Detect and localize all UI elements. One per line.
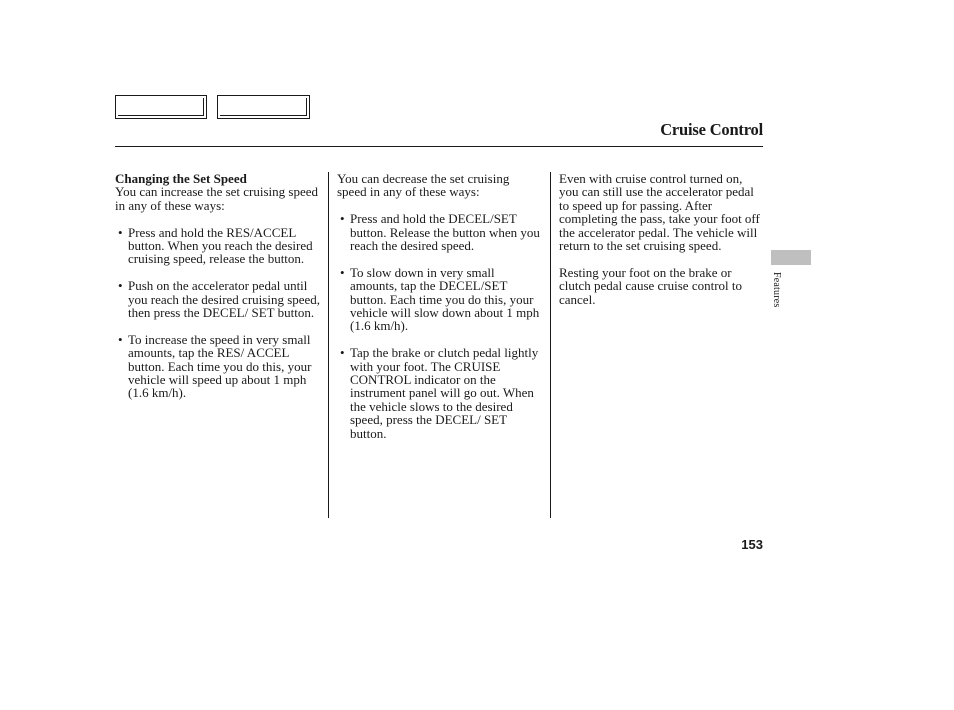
bullet-list: [337, 212, 540, 440]
body-paragraph: Resting your foot on the brake or clutch pedal cause cruise control to cancel.: [559, 264, 743, 307]
intro-paragraph: You can increase the set cruising speed in any of these ways:: [115, 184, 319, 213]
nav-button-next[interactable]: [217, 95, 310, 119]
column-2: [337, 172, 540, 453]
list-item: • Tap the brake or clutch pedal lightly with your foot. The CRUISE CONTROL indicator on the instrument panel will go out. When the vehicle slows to the desired speed, press the DECEL/ SET button.: [340, 345, 539, 441]
page-title: Cruise Control: [660, 120, 763, 139]
header-rule: [115, 146, 763, 147]
bullet-icon: •: [340, 211, 345, 227]
section-tab-marker: [771, 250, 811, 265]
page-number: 153: [741, 537, 763, 552]
bullet-icon: •: [118, 224, 123, 240]
bullet-icon: •: [340, 345, 345, 361]
column-divider: [550, 172, 551, 518]
bullet-icon: •: [118, 331, 123, 347]
section-heading: Changing the Set Speed: [115, 171, 247, 186]
nav-button-previous[interactable]: [115, 95, 207, 119]
bullet-list: [115, 226, 322, 400]
list-item: • To increase the speed in very small amounts, tap the RES/ ACCEL button. Each time you do this, your vehicle will speed up about 1 mph (1.6 km/h).: [118, 331, 312, 401]
section-label: Features: [771, 272, 782, 308]
column-divider: [328, 172, 329, 518]
bullet-icon: •: [340, 264, 345, 280]
list-item: • Press and hold the RES/ACCEL button. When you reach the desired cruising speed, release the button.: [118, 224, 313, 267]
list-item: • Push on the accelerator pedal until you reach the desired cruising speed, then press the DECEL/ SET button.: [118, 278, 321, 321]
list-item: • To slow down in very small amounts, tap the DECEL/SET button. Each time you do this, your vehicle will slow down about 1 mph (1.6 km/h).: [340, 264, 540, 334]
body-paragraph: Even with cruise control turned on, you can still use the accelerator pedal to speed up for passing. After completing the pass, take your foot off the accelerator pedal. The vehicle will return to the set cruising speed.: [559, 171, 760, 254]
list-item: • Press and hold the DECEL/SET button. Release the button when you reach the desired speed.: [340, 211, 540, 254]
column-1: [115, 172, 322, 413]
intro-paragraph: You can decrease the set cruising speed in any of these ways:: [337, 171, 510, 200]
column-3: [559, 172, 764, 319]
bullet-icon: •: [118, 278, 123, 294]
